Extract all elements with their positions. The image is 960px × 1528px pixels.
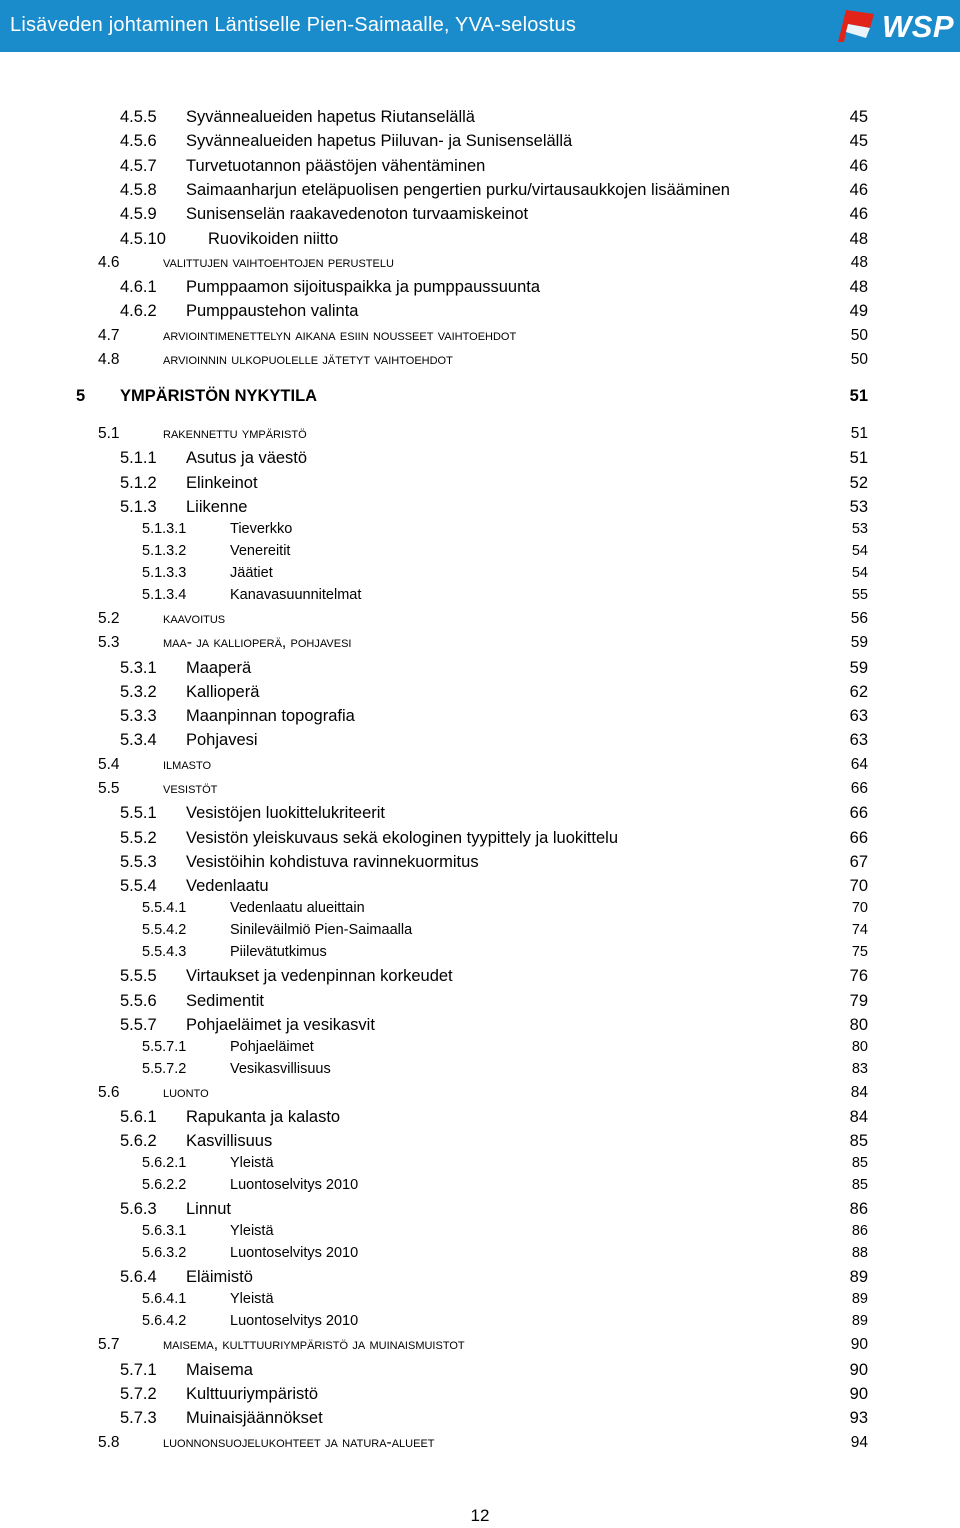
toc-entry-page: 70 — [851, 900, 868, 917]
toc-entry-page: 79 — [849, 991, 868, 1010]
toc-entry-number: 5.3.2 — [120, 682, 157, 701]
toc-entry[interactable] — [0, 851, 960, 875]
toc-entry[interactable] — [0, 1153, 960, 1177]
toc-entry-number: 5 — [76, 387, 86, 405]
toc-entry-page: 59 — [850, 634, 868, 652]
toc-entry-number: 5.5.1 — [120, 804, 157, 823]
toc-entry-number: 5.1.3.4 — [142, 586, 187, 603]
toc-entry[interactable] — [0, 1130, 960, 1154]
toc-entry-number: 5.6.4.2 — [142, 1313, 187, 1330]
toc-entry[interactable] — [0, 130, 960, 154]
toc-entry-number: 5.7.3 — [120, 1409, 157, 1428]
toc-entry-title: Vesistöjen luokittelukriteerit — [186, 804, 386, 823]
toc-entry[interactable] — [0, 1037, 960, 1061]
toc-entry-page: 59 — [849, 658, 868, 677]
toc-entry[interactable] — [0, 942, 960, 966]
toc-entry[interactable] — [0, 300, 960, 324]
toc-entry-number: 5.5.2 — [120, 828, 157, 847]
toc-entry-page: 94 — [850, 1433, 868, 1451]
toc-entry-page: 89 — [851, 1291, 868, 1308]
toc-entry-number: 5.6.1 — [120, 1108, 157, 1127]
toc-entry-title: Pohjaeläimet ja vesikasvit — [186, 1015, 375, 1034]
toc-entry[interactable] — [0, 252, 960, 276]
toc-entry-title: Vesistöihin kohdistuva ravinnekuormitus — [186, 852, 479, 871]
toc-entry-number: 5.6.3.1 — [142, 1223, 187, 1240]
toc-entry[interactable] — [0, 563, 960, 587]
toc-entry-page: 63 — [849, 707, 868, 726]
toc-entry-title: Ruovikoiden niitto — [208, 229, 339, 248]
toc-entry-page: 56 — [850, 609, 868, 627]
toc-entry-page: 46 — [849, 180, 868, 199]
toc-entry-number: 4.8 — [98, 351, 120, 368]
toc-entry[interactable] — [0, 472, 960, 496]
toc-entry-page: 86 — [849, 1200, 868, 1219]
toc-entry-page: 76 — [849, 967, 868, 986]
toc-entry-title: Luontoselvitys 2010 — [230, 1245, 359, 1262]
toc-entry-title: YMPÄRISTÖN NYKYTILA — [120, 387, 318, 405]
toc-entry-number: 5.1.3.2 — [142, 542, 187, 559]
toc-entry[interactable] — [0, 585, 960, 609]
toc-entry-number: 4.6 — [98, 253, 120, 271]
toc-entry-number: 5.1.3 — [120, 497, 157, 516]
toc-entry[interactable] — [0, 681, 960, 705]
toc-entry-page: 53 — [849, 497, 868, 516]
toc-entry-page: 46 — [849, 205, 868, 224]
toc-entry-page: 85 — [851, 1155, 868, 1172]
toc-entry[interactable] — [0, 729, 960, 753]
toc-entry-page: 90 — [849, 1385, 868, 1403]
toc-entry-number: 5.2 — [98, 609, 120, 627]
toc-entry[interactable] — [0, 179, 960, 203]
toc-entry-title: Pohjaeläimet — [230, 1038, 314, 1055]
toc-entry-number: 4.5.8 — [120, 180, 157, 199]
toc-entry-title: Vesistön yleiskuvaus sekä ekologinen tyypittely ja luokittelu — [186, 828, 618, 847]
toc-entry-number: 4.5.6 — [120, 132, 157, 151]
toc-entry[interactable] — [0, 778, 960, 802]
toc-entry-number: 5.5.7.1 — [142, 1038, 187, 1055]
toc-entry-title: Muinaisjäännökset — [186, 1409, 323, 1428]
toc-entry[interactable] — [0, 705, 960, 729]
toc-entry-number: 5.3 — [98, 634, 120, 652]
toc-entry-title: Kasvillisuus — [186, 1132, 273, 1151]
toc-entry-number: 4.5.7 — [120, 156, 157, 175]
toc-entry-title: Sinileväilmiö Pien-Saimaalla — [230, 922, 413, 939]
toc-entry-page: 93 — [849, 1409, 868, 1428]
toc-entry-page: 46 — [849, 156, 868, 175]
toc-entry-number: 5.5.7 — [120, 1015, 157, 1034]
toc-entry[interactable] — [0, 276, 960, 300]
toc-entry-page: 90 — [850, 1336, 868, 1354]
toc-entry-number: 5.1 — [98, 425, 120, 442]
toc-entry-number: 4.7 — [98, 326, 120, 344]
toc-entry[interactable] — [0, 155, 960, 179]
toc-entry-page: 80 — [851, 1038, 868, 1055]
toc-entry[interactable] — [0, 1221, 960, 1245]
toc-entry-number: 5.7 — [98, 1336, 120, 1354]
toc-entry[interactable] — [0, 1359, 960, 1383]
toc-entry-number: 4.5.5 — [120, 108, 157, 126]
toc-entry[interactable] — [0, 1432, 960, 1456]
toc-entry[interactable] — [0, 325, 960, 349]
toc-entry-number: 4.5.9 — [120, 205, 157, 224]
toc-entry-page: 90 — [849, 1360, 868, 1379]
toc-entry-title: Liikenne — [186, 497, 248, 516]
toc-entry-number: 5.6.2 — [120, 1132, 157, 1151]
toc-entry-title: maisema, kulttuuriympäristö ja muinaismuistot — [163, 1336, 465, 1354]
toc-entry-page: 89 — [849, 1268, 868, 1287]
toc-entry-page: 51 — [850, 425, 868, 442]
toc-entry-title: Kanavasuunnitelmat — [230, 586, 362, 603]
toc-entry[interactable] — [0, 1383, 960, 1407]
toc-entry[interactable] — [0, 802, 960, 826]
toc-entry[interactable] — [0, 1334, 960, 1358]
toc-entry-number: 5.5.6 — [120, 991, 157, 1010]
toc-entry-number: 5.5.5 — [120, 967, 157, 986]
toc-entry-number: 5.3.1 — [120, 658, 157, 677]
toc-entry-title: Vedenlaatu — [186, 877, 269, 896]
toc-entry[interactable] — [0, 385, 960, 409]
document-title: Lisäveden johtaminen Läntiselle Pien-Saimaalle, YVA-selostus — [10, 14, 577, 36]
toc-entry-title: arviointimenettelyn aikana esiin nousseet vaihtoehdot — [163, 326, 517, 344]
toc-entry-page: 88 — [851, 1245, 868, 1262]
toc-entry[interactable] — [0, 541, 960, 565]
toc-entry-title: luonnonsuojelukohteet ja natura-alueet — [163, 1433, 435, 1451]
toc-entry-number: 4.5.10 — [120, 229, 166, 248]
toc-entry[interactable] — [0, 608, 960, 632]
toc-entry[interactable] — [0, 875, 960, 899]
toc-entry-page: 74 — [851, 922, 868, 939]
toc-entry-title: Kulttuuriympäristö — [186, 1385, 319, 1403]
toc-entry-page: 66 — [849, 804, 868, 823]
toc-entry-page: 45 — [849, 108, 868, 126]
toc-entry-page: 48 — [850, 253, 868, 271]
toc-entry-title: Tieverkko — [230, 520, 293, 537]
toc-entry-title: kaavoitus — [163, 609, 226, 627]
toc-entry-title: Pumppaustehon valinta — [186, 302, 359, 321]
toc-entry-title: maa- ja kallioperä, pohjavesi — [163, 634, 352, 652]
toc-entry[interactable] — [0, 1407, 960, 1431]
toc-entry-page: 53 — [851, 520, 868, 537]
toc-entry[interactable] — [0, 1106, 960, 1130]
toc-entry[interactable] — [0, 754, 960, 778]
toc-entry-page: 75 — [851, 944, 868, 961]
toc-entry-number: 5.6.2.1 — [142, 1155, 187, 1172]
toc-entry[interactable] — [0, 423, 960, 447]
toc-entry-number: 5.6.3.2 — [142, 1245, 187, 1262]
toc-entry-title: Virtaukset ja vedenpinnan korkeudet — [186, 967, 453, 986]
toc-entry-title: Venereitit — [230, 542, 291, 559]
toc-entry-page: 45 — [849, 132, 868, 151]
toc-entry-title: Jäätiet — [230, 564, 273, 581]
toc-entry[interactable] — [0, 496, 960, 520]
toc-entry-title: Sedimentit — [186, 991, 264, 1010]
toc-entry-page: 83 — [851, 1060, 868, 1077]
toc-entry-number: 5.3.3 — [120, 707, 157, 726]
toc-entry-number: 5.1.3.1 — [142, 520, 187, 537]
toc-entry-number: 5.5.4.3 — [142, 944, 187, 961]
toc-entry-number: 5.6.4.1 — [142, 1291, 187, 1308]
toc-entry-page: 54 — [851, 542, 868, 559]
toc-entry-number: 5.1.3.3 — [142, 564, 187, 581]
toc-entry-title: Maanpinnan topografia — [186, 707, 355, 726]
toc-entry-page: 51 — [849, 387, 868, 405]
toc-entry-page: 50 — [850, 326, 868, 344]
toc-entry[interactable] — [0, 920, 960, 944]
toc-entry-page: 66 — [850, 780, 868, 797]
toc-entry-number: 5.7.1 — [120, 1360, 157, 1379]
toc-entry-title: Elinkeinot — [186, 473, 258, 492]
toc-entry-page: 54 — [851, 564, 868, 581]
toc-entry[interactable] — [0, 990, 960, 1014]
toc-entry-title: vesistöt — [163, 780, 218, 797]
toc-entry[interactable] — [0, 965, 960, 989]
toc-entry-page: 49 — [849, 302, 868, 321]
toc-entry-page: 86 — [851, 1223, 868, 1240]
toc-entry-title: Saimaanharjun eteläpuolisen pengertien purku/virtausaukkojen lisääminen — [186, 180, 730, 199]
toc-entry-page: 48 — [849, 278, 868, 297]
toc-entry-page: 63 — [849, 731, 868, 750]
toc-entry-page: 70 — [849, 877, 868, 896]
toc-entry[interactable] — [0, 1243, 960, 1267]
toc-entry-number: 5.1.1 — [120, 449, 157, 468]
toc-entry-title: Pumppaamon sijoituspaikka ja pumppaussuunta — [186, 278, 541, 297]
toc-entry-number: 5.3.4 — [120, 731, 157, 750]
toc-entry[interactable] — [0, 519, 960, 543]
toc-entry-page: 55 — [851, 586, 868, 603]
toc-entry[interactable] — [0, 203, 960, 227]
toc-entry[interactable] — [0, 632, 960, 656]
toc-entry-page: 66 — [849, 828, 868, 847]
toc-entry-page: 52 — [849, 473, 868, 492]
toc-entry[interactable] — [0, 1266, 960, 1290]
toc-entry-title: luonto — [163, 1083, 209, 1101]
toc-entry-title: arvioinnin ulkopuolelle jätetyt vaihtoehdot — [163, 351, 453, 368]
toc-entry-title: ilmasto — [163, 755, 212, 773]
toc-entry-number: 5.6.2.2 — [142, 1177, 187, 1194]
toc-entry-title: Maaperä — [186, 658, 252, 677]
toc-entry[interactable] — [0, 657, 960, 681]
toc-entry[interactable] — [0, 228, 960, 252]
toc-entry-title: Syvännealueiden hapetus Riutanselällä — [186, 108, 475, 126]
toc-entry[interactable] — [0, 898, 960, 922]
toc-entry-page: 51 — [849, 449, 868, 468]
toc-entry-number: 5.7.2 — [120, 1385, 157, 1403]
toc-entry-number: 5.6 — [98, 1083, 120, 1101]
toc-entry[interactable] — [0, 106, 960, 130]
toc-entry-number: 5.5 — [98, 780, 120, 797]
toc-entry-page: 85 — [849, 1132, 868, 1151]
toc-entry-number: 5.8 — [98, 1433, 120, 1451]
toc-entry-page: 80 — [849, 1015, 868, 1034]
toc-entry[interactable] — [0, 1289, 960, 1313]
toc-entry-number: 5.5.4.2 — [142, 922, 187, 939]
toc-entry-number: 5.6.3 — [120, 1200, 157, 1219]
toc-entry[interactable] — [0, 1311, 960, 1335]
toc-entry-title: Asutus ja väestö — [186, 449, 308, 468]
toc-entry-title: rakennettu ympäristö — [163, 425, 307, 442]
toc-entry[interactable] — [0, 1059, 960, 1083]
toc-entry-title: Yleistä — [230, 1155, 274, 1172]
toc-entry-page: 50 — [850, 351, 868, 368]
toc-entry-number: 5.5.4 — [120, 877, 157, 896]
toc-entry-title: Linnut — [186, 1200, 231, 1219]
toc-entry-page: 84 — [849, 1108, 868, 1127]
toc-entry-title: Maisema — [186, 1360, 253, 1379]
toc-entry-number: 5.5.7.2 — [142, 1060, 187, 1077]
toc-entry-title: Piilevätutkimus — [230, 944, 327, 961]
toc-entry-title: Kallioperä — [186, 682, 260, 701]
toc-entry-title: Rapukanta ja kalasto — [186, 1108, 341, 1127]
toc-entry-title: Vedenlaatu alueittain — [230, 900, 365, 917]
toc-entry-page: 67 — [849, 852, 868, 871]
toc-entry-title: Vesikasvillisuus — [230, 1060, 331, 1077]
toc-entry-page: 48 — [849, 229, 868, 248]
toc-entry-title: Yleistä — [230, 1223, 274, 1240]
toc-entry[interactable] — [0, 827, 960, 851]
toc-entry-page: 85 — [851, 1177, 868, 1194]
toc-entry-title: Eläimistö — [186, 1268, 253, 1287]
toc-entry[interactable] — [0, 1082, 960, 1106]
toc-entry-number: 4.6.2 — [120, 302, 157, 321]
toc-entry-title: Luontoselvitys 2010 — [230, 1313, 359, 1330]
toc-entry[interactable] — [0, 447, 960, 471]
toc-entry[interactable] — [0, 1014, 960, 1038]
toc-entry-number: 4.6.1 — [120, 278, 157, 297]
toc-entry-number: 5.6.4 — [120, 1268, 157, 1287]
toc-entry-page: 89 — [851, 1313, 868, 1330]
toc-entry-page: 62 — [849, 682, 868, 701]
toc-entry-title: Sunisenselän raakavedenoton turvaamiskeinot — [186, 205, 529, 224]
toc-entry-title: Luontoselvitys 2010 — [230, 1177, 359, 1194]
toc-entry-number: 5.4 — [98, 755, 120, 773]
toc-entry-number: 5.5.3 — [120, 852, 157, 871]
toc-entry-title: Syvännealueiden hapetus Piiluvan- ja Sunisenselällä — [186, 132, 573, 151]
toc-entry[interactable] — [0, 1175, 960, 1199]
toc-entry-page: 84 — [850, 1083, 868, 1101]
toc-entry[interactable] — [0, 1198, 960, 1222]
toc-entry[interactable] — [0, 349, 960, 373]
toc-entry-number: 5.1.2 — [120, 473, 157, 492]
toc-entry-title: Yleistä — [230, 1291, 274, 1308]
page-number: 12 — [470, 1506, 490, 1525]
toc-entry-title: Pohjavesi — [186, 731, 258, 750]
toc-entry-title: valittujen vaihtoehtojen perustelu — [163, 253, 394, 271]
logo-text: WSP — [882, 9, 955, 44]
toc-entry-title: Turvetuotannon päästöjen vähentäminen — [186, 156, 486, 175]
toc-entry-number: 5.5.4.1 — [142, 900, 187, 917]
toc-entry-page: 64 — [850, 755, 868, 773]
